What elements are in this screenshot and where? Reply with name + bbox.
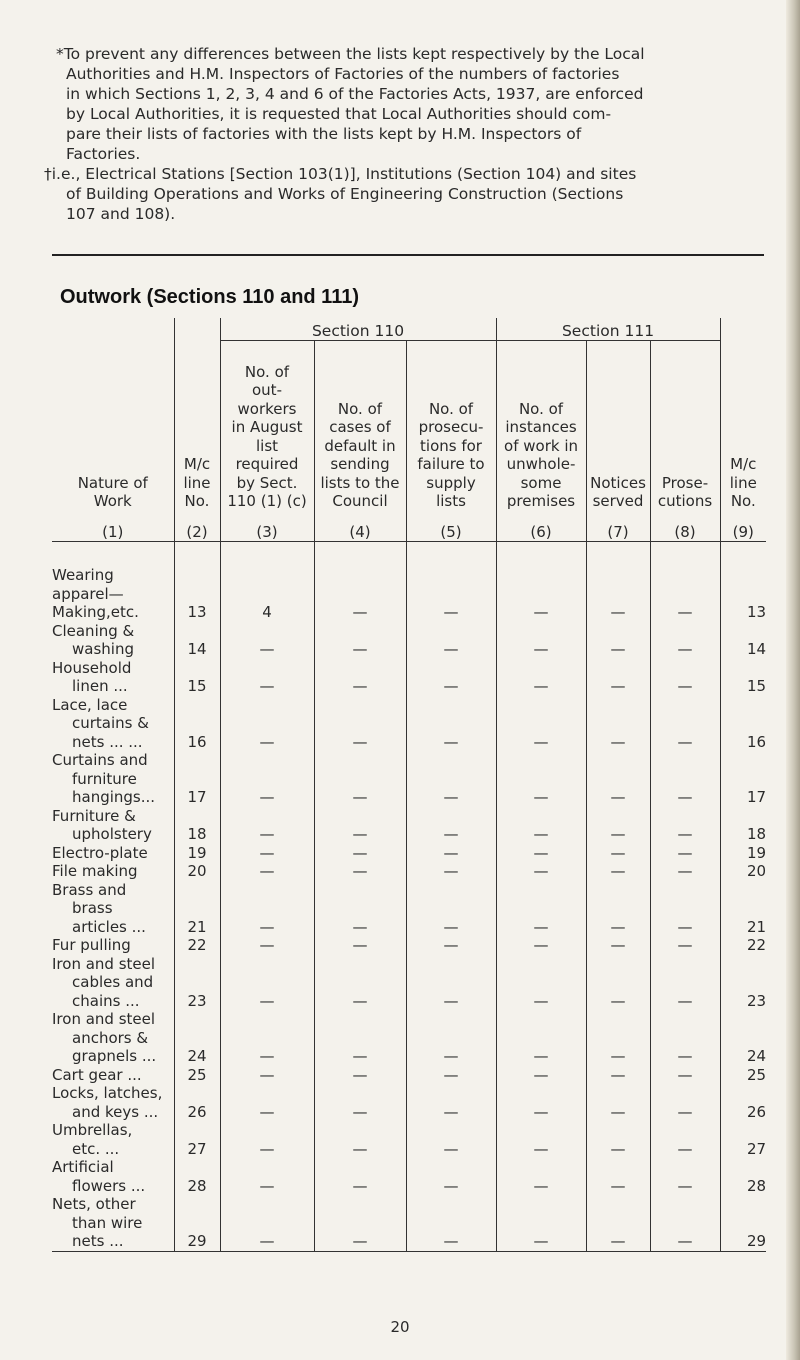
value-cell-c6: — <box>496 542 586 622</box>
value-cell-c8: — <box>650 1121 720 1158</box>
value-cell-c6: — <box>496 1084 586 1121</box>
value-cell-c3: — <box>220 1066 314 1085</box>
column-header-line: unwhole- <box>506 455 576 473</box>
nature-of-work-cell <box>52 862 174 881</box>
value-cell-c7: — <box>586 1158 650 1195</box>
column-header <box>406 341 496 542</box>
mc-line-number-repeat: 27 <box>720 1121 766 1158</box>
column-header-line: tions for <box>420 436 482 455</box>
column-header-line: 110 (1) (c) <box>227 492 307 510</box>
nature-of-work-line: etc. ... <box>72 1139 120 1158</box>
mc-line-number: 25 <box>174 1066 220 1085</box>
nature-of-work-cell <box>52 1195 174 1251</box>
value-cell-c5: — <box>406 862 496 881</box>
value-cell-c5: — <box>406 955 496 1011</box>
mc-line-number: 27 <box>174 1121 220 1158</box>
nature-of-work-line: Iron and steel <box>52 1010 156 1028</box>
value-cell-c3: — <box>220 881 314 937</box>
column-number: (3) <box>256 522 278 541</box>
table-row <box>52 1066 766 1085</box>
nature-of-work-line: Furniture & <box>52 806 136 825</box>
mc-line-number-repeat: 22 <box>720 936 766 955</box>
value-cell-c3: — <box>220 862 314 881</box>
value-cell-c4: — <box>314 1084 406 1121</box>
nature-of-work-cell <box>52 696 174 752</box>
column-header-line: failure to <box>417 455 485 473</box>
value-cell-c5: — <box>406 622 496 659</box>
table-row <box>52 881 766 937</box>
column-number: (1) <box>102 522 124 541</box>
nature-of-work-cell <box>52 1066 174 1085</box>
value-cell-c3: 4 <box>220 542 314 622</box>
value-cell-c7: — <box>586 862 650 881</box>
column-header-line: No. of <box>244 362 290 381</box>
nature-of-work-cell <box>52 881 174 937</box>
column-header-line: line <box>183 473 211 492</box>
nature-of-work-cell <box>52 751 174 807</box>
value-cell-c3: — <box>220 751 314 807</box>
mc-line-number-repeat: 21 <box>720 881 766 937</box>
column-number: (5) <box>440 522 462 541</box>
column-number: (4) <box>349 522 371 541</box>
column-header-line: Nature of <box>77 473 148 492</box>
footnote-dagger <box>44 164 764 224</box>
nature-of-work-line: Electro-plate <box>52 843 148 862</box>
value-cell-c8: — <box>650 881 720 937</box>
value-cell-c8: — <box>650 1010 720 1066</box>
value-cell-c8: — <box>650 622 720 659</box>
nature-of-work-line: than wire <box>72 1213 143 1232</box>
nature-of-work-cell <box>52 807 174 844</box>
value-cell-c7: — <box>586 1010 650 1066</box>
value-cell-c5: — <box>406 659 496 696</box>
value-cell-c3: — <box>220 659 314 696</box>
column-header-line: Work <box>93 492 132 510</box>
nature-of-work-line: grapnels ... <box>72 1047 157 1065</box>
value-cell-c6: — <box>496 696 586 752</box>
value-cell-c8: — <box>650 862 720 881</box>
nature-of-work-cell <box>52 1158 174 1195</box>
value-cell-c4: — <box>314 659 406 696</box>
column-header <box>720 341 766 542</box>
nature-of-work-line: Locks, latches, <box>52 1084 163 1102</box>
value-cell-c4: — <box>314 622 406 659</box>
value-cell-c7: — <box>586 807 650 844</box>
nature-of-work-cell <box>52 1084 174 1121</box>
nature-of-work-line: chains ... <box>72 991 140 1010</box>
value-cell-c8: — <box>650 936 720 955</box>
value-cell-c3: — <box>220 955 314 1011</box>
column-header-line: of work in <box>504 436 578 455</box>
value-cell-c8: — <box>650 955 720 1011</box>
page-number: 20 <box>390 1318 410 1336</box>
value-cell-c6: — <box>496 622 586 659</box>
column-header-line: No. <box>184 492 210 510</box>
nature-of-work-line: Making,etc. <box>52 603 139 621</box>
value-cell-c8: — <box>650 696 720 752</box>
nature-of-work-cell <box>52 1121 174 1158</box>
value-cell-c3: — <box>220 1010 314 1066</box>
nature-of-work-cell <box>52 659 174 696</box>
value-cell-c5: — <box>406 1121 496 1158</box>
column-header-line: prosecu- <box>418 418 484 436</box>
value-cell-c5: — <box>406 936 496 955</box>
column-header-line: M/c <box>730 455 757 473</box>
nature-of-work-line: and keys ... <box>72 1102 159 1121</box>
column-header-line: No. of <box>518 399 564 418</box>
value-cell-c5: — <box>406 1010 496 1066</box>
mc-line-number-repeat: 24 <box>720 1010 766 1066</box>
table-body <box>52 542 766 1252</box>
footnote-dagger-line: of Building Operations and Works of Engineering Construction (Sections <box>66 185 624 203</box>
column-header-line: out- <box>252 381 282 399</box>
table-row <box>52 622 766 659</box>
value-cell-c6: — <box>496 1121 586 1158</box>
table-row <box>52 1121 766 1158</box>
mc-line-number: 19 <box>174 844 220 863</box>
column-header <box>174 341 220 542</box>
column-header <box>586 341 650 542</box>
nature-of-work-line: brass <box>72 899 113 917</box>
value-cell-c6: — <box>496 751 586 807</box>
footnote-asterisk-line: pare their lists of factories with the lists kept by H.M. Inspectors of <box>66 125 582 143</box>
column-number: (9) <box>732 522 754 541</box>
value-cell-c8: — <box>650 844 720 863</box>
column-header-line: served <box>592 492 644 510</box>
column-header-line: lists <box>436 492 466 510</box>
value-cell-c7: — <box>586 955 650 1011</box>
value-cell-c6: — <box>496 659 586 696</box>
nature-of-work-line: cables and <box>72 973 154 991</box>
column-number: (8) <box>674 522 696 541</box>
footnote-asterisk-line: Factories. <box>66 145 141 163</box>
nature-of-work-line: Lace, lace <box>52 695 128 714</box>
table-row <box>52 1010 766 1066</box>
value-cell-c4: — <box>314 542 406 622</box>
column-header-line: lists to the <box>320 473 400 492</box>
nature-of-work-line: Cart gear ... <box>52 1065 142 1084</box>
table-row <box>52 659 766 696</box>
column-header-line: supply <box>426 473 476 492</box>
column-header-line: cutions <box>657 492 713 510</box>
value-cell-c6: — <box>496 1195 586 1251</box>
nature-of-work-line: nets ... <box>72 1232 124 1250</box>
value-cell-c7: — <box>586 751 650 807</box>
value-cell-c3: — <box>220 696 314 752</box>
value-cell-c5: — <box>406 751 496 807</box>
value-cell-c5: — <box>406 844 496 863</box>
mc-line-number-repeat: 20 <box>720 862 766 881</box>
column-header-line: in August <box>231 418 303 436</box>
column-header-line: line <box>729 473 757 492</box>
nature-of-work-line: apparel— <box>52 584 124 603</box>
column-header-line: premises <box>506 492 576 510</box>
column-header-row <box>52 341 766 542</box>
mc-line-number: 24 <box>174 1010 220 1066</box>
value-cell-c4: — <box>314 881 406 937</box>
value-cell-c5: — <box>406 696 496 752</box>
value-cell-c8: — <box>650 659 720 696</box>
column-number: (6) <box>530 522 552 541</box>
table-row <box>52 696 766 752</box>
mc-line-number-repeat: 26 <box>720 1084 766 1121</box>
table-row <box>52 807 766 844</box>
nature-of-work-line: Iron and steel <box>52 954 156 973</box>
table-row <box>52 542 766 622</box>
nature-of-work-line: flowers ... <box>72 1176 146 1195</box>
column-header-line: Prose- <box>661 473 709 492</box>
value-cell-c7: — <box>586 659 650 696</box>
mc-line-number: 28 <box>174 1158 220 1195</box>
mc-line-number: 14 <box>174 622 220 659</box>
mc-line-number-repeat: 14 <box>720 622 766 659</box>
value-cell-c3: — <box>220 1158 314 1195</box>
value-cell-c8: — <box>650 1066 720 1085</box>
mc-line-number: 16 <box>174 696 220 752</box>
value-cell-c3: — <box>220 844 314 863</box>
value-cell-c6: — <box>496 862 586 881</box>
value-cell-c5: — <box>406 1084 496 1121</box>
mc-line-number-repeat: 29 <box>720 1195 766 1251</box>
mc-line-number-repeat: 13 <box>720 542 766 622</box>
column-header <box>650 341 720 542</box>
value-cell-c8: — <box>650 542 720 622</box>
nature-of-work-cell <box>52 622 174 659</box>
value-cell-c8: — <box>650 1084 720 1121</box>
value-cell-c4: — <box>314 1010 406 1066</box>
nature-of-work-line: nets ... ... <box>72 732 143 751</box>
value-cell-c4: — <box>314 936 406 955</box>
mc-line-number-repeat: 23 <box>720 955 766 1011</box>
mc-line-number-repeat: 15 <box>720 659 766 696</box>
nature-of-work-line: anchors & <box>72 1028 149 1047</box>
footnote-asterisk-line: Authorities and H.M. Inspectors of Factories of the numbers of factories <box>66 65 620 83</box>
nature-of-work-line: hangings... <box>72 788 156 806</box>
column-header-line: sending <box>330 455 390 473</box>
value-cell-c7: — <box>586 696 650 752</box>
divider-rule <box>52 254 764 256</box>
column-header-line: Council <box>332 492 388 510</box>
footnote-asterisk-line: by Local Authorities, it is requested that Local Authorities should com- <box>66 105 612 123</box>
value-cell-c7: — <box>586 844 650 863</box>
value-cell-c8: — <box>650 1195 720 1251</box>
value-cell-c3: — <box>220 807 314 844</box>
nature-of-work-line: Fur pulling <box>52 936 131 954</box>
mc-line-number-repeat: 19 <box>720 844 766 863</box>
mc-line-number-repeat: 18 <box>720 807 766 844</box>
value-cell-c3: — <box>220 1084 314 1121</box>
table-row <box>52 862 766 881</box>
group-header-section-111: Section 111 <box>496 318 720 341</box>
value-cell-c3: — <box>220 622 314 659</box>
value-cell-c5: — <box>406 1158 496 1195</box>
table-row <box>52 955 766 1011</box>
column-header <box>314 341 406 542</box>
value-cell-c4: — <box>314 751 406 807</box>
footnote-asterisk-line: in which Sections 1, 2, 3, 4 and 6 of the Factories Acts, 1937, are enforced <box>66 85 644 103</box>
value-cell-c7: — <box>586 1121 650 1158</box>
value-cell-c5: — <box>406 542 496 622</box>
mc-line-number: 26 <box>174 1084 220 1121</box>
mc-line-number-repeat: 16 <box>720 696 766 752</box>
table-row <box>52 1158 766 1195</box>
value-cell-c7: — <box>586 622 650 659</box>
value-cell-c6: — <box>496 1158 586 1195</box>
column-header <box>496 341 586 542</box>
value-cell-c7: — <box>586 936 650 955</box>
value-cell-c7: — <box>586 1195 650 1251</box>
nature-of-work-line: Household <box>52 658 132 677</box>
value-cell-c6: — <box>496 955 586 1011</box>
group-header-section-110: Section 110 <box>220 318 496 341</box>
column-header-line: No. <box>730 492 756 510</box>
value-cell-c7: — <box>586 1066 650 1085</box>
value-cell-c3: — <box>220 1195 314 1251</box>
nature-of-work-line: File making <box>52 862 138 880</box>
nature-of-work-line: Artificial <box>52 1158 114 1176</box>
value-cell-c4: — <box>314 696 406 752</box>
footnotes <box>44 44 764 224</box>
nature-of-work-cell <box>52 955 174 1011</box>
value-cell-c5: — <box>406 881 496 937</box>
mc-line-number: 29 <box>174 1195 220 1251</box>
column-header-line: No. of <box>428 399 474 418</box>
value-cell-c6: — <box>496 881 586 937</box>
value-cell-c7: — <box>586 1084 650 1121</box>
value-cell-c6: — <box>496 807 586 844</box>
column-number: (7) <box>607 522 629 541</box>
column-header-line: by Sect. <box>236 473 298 492</box>
column-header-line: some <box>520 473 562 492</box>
nature-of-work-cell <box>52 1010 174 1066</box>
nature-of-work-line: washing <box>72 640 134 658</box>
value-cell-c8: — <box>650 1158 720 1195</box>
column-header <box>52 341 174 542</box>
nature-of-work-line: furniture <box>72 769 137 788</box>
value-cell-c4: — <box>314 1158 406 1195</box>
table-row <box>52 1195 766 1251</box>
mc-line-number-repeat: 28 <box>720 1158 766 1195</box>
value-cell-c3: — <box>220 1121 314 1158</box>
nature-of-work-line: Curtains and <box>52 751 148 769</box>
value-cell-c3: — <box>220 936 314 955</box>
column-header-line: default in <box>324 436 396 455</box>
column-number: (2) <box>186 522 208 541</box>
column-header-line: Notices <box>590 473 646 492</box>
column-header-line: list <box>255 436 279 455</box>
nature-of-work-cell <box>52 936 174 955</box>
table-row <box>52 751 766 807</box>
value-cell-c4: — <box>314 1121 406 1158</box>
mc-line-number: 17 <box>174 751 220 807</box>
table-row <box>52 1084 766 1121</box>
nature-of-work-line: Cleaning & <box>52 621 135 640</box>
nature-of-work-line: upholstery <box>72 825 152 843</box>
value-cell-c4: — <box>314 955 406 1011</box>
value-cell-c7: — <box>586 881 650 937</box>
nature-of-work-cell <box>52 542 174 622</box>
footnote-asterisk-lead: *To prevent any differences between the lists kept respectively by the Local <box>56 45 645 63</box>
column-header-line: No. of <box>337 399 383 418</box>
nature-of-work-line: Brass and <box>52 880 127 899</box>
table-row <box>52 844 766 863</box>
section-title: Outwork (Sections 110 and 111) <box>60 286 360 308</box>
value-cell-c5: — <box>406 1195 496 1251</box>
value-cell-c8: — <box>650 751 720 807</box>
value-cell-c7: — <box>586 542 650 622</box>
mc-line-number-repeat: 25 <box>720 1066 766 1085</box>
value-cell-c6: — <box>496 1066 586 1085</box>
value-cell-c5: — <box>406 1066 496 1085</box>
mc-line-number: 21 <box>174 881 220 937</box>
mc-line-number: 22 <box>174 936 220 955</box>
footnote-dagger-lead: †i.e., Electrical Stations [Section 103(1)], Institutions (Section 104) and sites <box>44 165 637 183</box>
value-cell-c4: — <box>314 1195 406 1251</box>
nature-of-work-line: linen ... <box>72 677 128 695</box>
table-row <box>52 936 766 955</box>
column-header-line: cases of <box>329 418 391 436</box>
nature-of-work-line: articles ... <box>72 917 146 936</box>
page-edge-shadow <box>786 0 800 1360</box>
footnote-dagger-line: 107 and 108). <box>66 205 176 223</box>
value-cell-c4: — <box>314 844 406 863</box>
nature-of-work-line: Nets, other <box>52 1195 136 1213</box>
value-cell-c6: — <box>496 936 586 955</box>
group-header-row <box>52 318 766 341</box>
column-header-line: M/c <box>183 455 211 473</box>
nature-of-work-cell <box>52 844 174 863</box>
mc-line-number: 15 <box>174 659 220 696</box>
nature-of-work-line: Umbrellas, <box>52 1121 133 1139</box>
value-cell-c4: — <box>314 807 406 844</box>
mc-line-number: 20 <box>174 862 220 881</box>
column-header <box>220 341 314 542</box>
column-header-line: instances <box>505 418 577 436</box>
footnote-asterisk <box>44 44 764 164</box>
value-cell-c8: — <box>650 807 720 844</box>
nature-of-work-line: Wearing <box>52 566 114 584</box>
value-cell-c6: — <box>496 844 586 863</box>
mc-line-number-repeat: 17 <box>720 751 766 807</box>
mc-line-number: 23 <box>174 955 220 1011</box>
value-cell-c4: — <box>314 1066 406 1085</box>
value-cell-c4: — <box>314 862 406 881</box>
column-header-line: workers <box>237 399 297 418</box>
mc-line-number: 18 <box>174 807 220 844</box>
outwork-table <box>52 318 766 1252</box>
nature-of-work-line: curtains & <box>72 714 149 732</box>
column-header-line: required <box>235 455 299 473</box>
mc-line-number: 13 <box>174 542 220 622</box>
value-cell-c6: — <box>496 1010 586 1066</box>
value-cell-c5: — <box>406 807 496 844</box>
